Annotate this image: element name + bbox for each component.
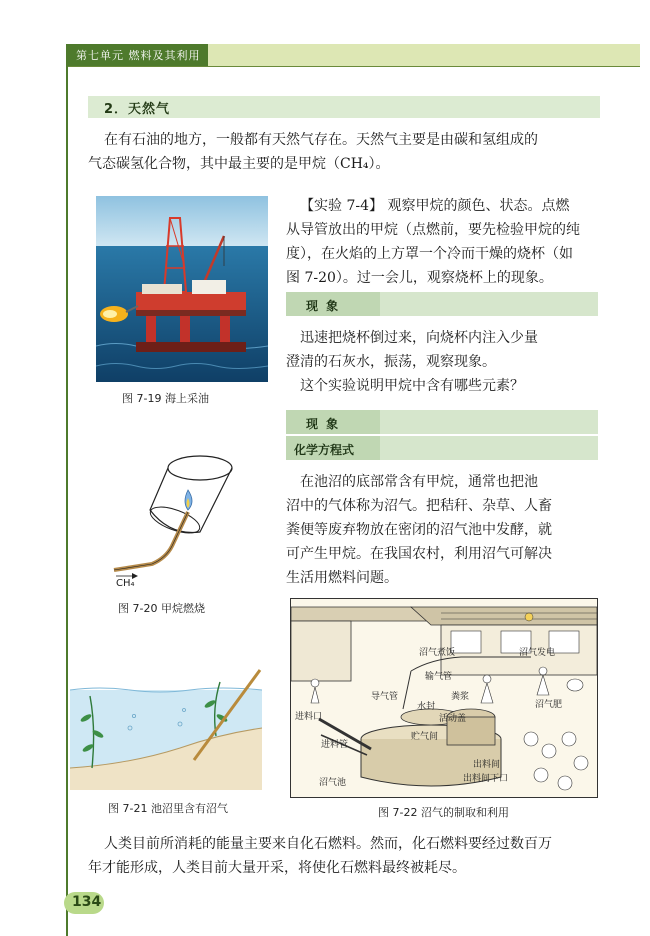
methane-burning-diagram <box>110 440 260 590</box>
experiment2-line-1: 迅速把烧杯倒过来，向烧杯内注入少量 <box>300 330 538 346</box>
label-cooking: 沼气煮饭 <box>419 648 456 658</box>
section-title: 2．天然气 <box>104 102 171 117</box>
label-manure: 粪浆 <box>451 692 470 702</box>
label-inlet: 进料口 <box>295 712 323 722</box>
closing-line-1: 人类目前所消耗的能量主要来自化石燃料。然而，化石燃料要经过数百万 <box>104 836 552 852</box>
question-line: 这个实验说明甲烷中含有哪些元素？ <box>300 378 524 394</box>
label-tank: 沼气池 <box>319 778 347 788</box>
biogas-system-diagram <box>290 598 598 798</box>
left-margin-rule <box>66 44 68 936</box>
ch4-label: CH₄ <box>116 578 135 589</box>
equation-label: 化学方程式 <box>294 443 355 457</box>
fig21-caption: 图 7-21 池沼里含有沼气 <box>108 802 228 815</box>
experiment-line-3: 度），在火焰的上方罩一个冷而干燥的烧杯（如 <box>286 246 573 262</box>
label-movable-cover: 活动盖 <box>439 714 467 724</box>
experiment2-line-2: 澄清的石灰水，振荡，观察现象。 <box>286 354 496 370</box>
biogas-line-2: 沼中的气体称为沼气。把秸秆、杂草、人畜 <box>286 498 552 514</box>
experiment-line-1: 【实验 7-4】 观察甲烷的颜色、状态。点燃 <box>300 198 570 214</box>
fig22-caption: 图 7-22 沼气的制取和利用 <box>378 806 509 819</box>
biogas-line-4: 可产生甲烷。在我国农村，利用沼气可解决 <box>286 546 552 562</box>
header-divider <box>68 66 640 67</box>
observation-label-2: 现 象 <box>306 417 341 431</box>
intro-line-2: 气态碳氢化合物，其中最主要的是甲烷（CH₄）。 <box>88 156 390 172</box>
label-outlet-room: 出料间 <box>473 760 501 770</box>
label-storage: 贮气间 <box>411 732 439 742</box>
label-guide-pipe: 导气管 <box>371 692 399 702</box>
label-fertilizer: 沼气肥 <box>535 700 563 710</box>
observation-table-1 <box>286 292 598 316</box>
page-number: 134 <box>72 894 102 910</box>
closing-line-2: 年才能形成，人类目前大量开采，将使化石燃料最终被耗尽。 <box>88 860 466 876</box>
label-gas-pipe: 输气管 <box>425 672 453 682</box>
offshore-oil-platform-image <box>96 196 268 382</box>
label-feed-pipe: 进料管 <box>321 740 349 750</box>
observation-table-2-row-2 <box>286 436 598 460</box>
observation-table-2-row-1 <box>286 410 598 434</box>
fig20-caption: 图 7-20 甲烷燃烧 <box>118 602 205 615</box>
biogas-line-3: 粪便等废弃物放在密闭的沼气池中发酵，就 <box>286 522 552 538</box>
label-outlet-bottom: 出料间下口 <box>463 774 509 784</box>
unit-title: 第七单元 燃料及其利用 <box>76 49 201 62</box>
observation-label-1: 现 象 <box>306 299 341 313</box>
experiment-line-2: 从导管放出的甲烷（点燃前，要先检验甲烷的纯 <box>286 222 580 238</box>
label-power: 沼气发电 <box>519 648 556 658</box>
biogas-line-5: 生活用燃料问题。 <box>286 570 398 586</box>
pond-biogas-image <box>70 668 262 790</box>
biogas-line-1: 在池沼的底部常含有甲烷，通常也把池 <box>300 474 538 490</box>
fig19-caption: 图 7-19 海上采油 <box>122 392 209 405</box>
label-water-seal: 水封 <box>417 702 436 712</box>
experiment-line-4: 图 7-20）。过一会儿，观察烧杯上的现象。 <box>286 270 553 286</box>
intro-line-1: 在有石油的地方，一般都有天然气存在。天然气主要是由碳和氢组成的 <box>104 132 538 148</box>
